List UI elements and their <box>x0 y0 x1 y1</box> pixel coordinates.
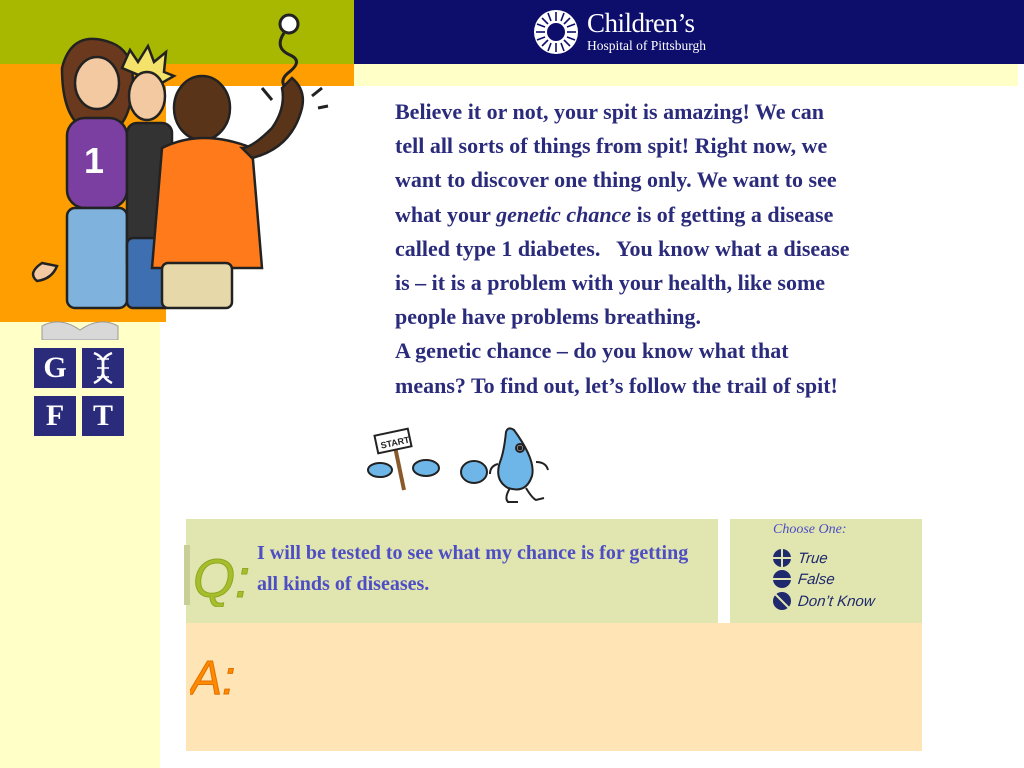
intro-line: means? To find out, let’s follow the trail of spit! <box>395 372 838 398</box>
intro-line: is – it is a problem with your health, like some <box>395 270 826 296</box>
logo-subtitle: Hospital of Pittsburgh <box>587 38 707 53</box>
subheader-bar <box>354 64 1018 86</box>
svg-text:1: 1 <box>84 140 105 181</box>
book-icon <box>40 318 120 340</box>
choice-false-option[interactable] <box>772 569 835 589</box>
spit-drop-icon <box>413 460 439 476</box>
intro-line: Believe it or not, your spit is amazing! We can <box>395 99 824 124</box>
start-sign-icon <box>375 429 412 490</box>
intro-line: people have problems breathing. <box>395 304 701 330</box>
intro-text-segment: is of getting a disease <box>631 201 834 227</box>
spit-trail-illustration[interactable] <box>364 424 560 506</box>
intro-line: tell all sorts of things from spit! Right now, we <box>395 133 828 159</box>
intro-emphasis: genetic chance <box>496 201 632 227</box>
choice-dont-know-label: Don’t Know <box>797 592 876 610</box>
intro-line <box>395 198 995 232</box>
intro-line: A genetic chance – do you know what that <box>395 338 789 364</box>
kids-illustration <box>22 8 342 318</box>
slashed-circle-icon <box>772 591 792 611</box>
question-letter-graphic <box>193 545 251 607</box>
spit-drop-icon <box>461 461 487 483</box>
intro-line: want to discover one thing only. We want to see <box>395 167 837 193</box>
choice-false-label: False <box>797 570 836 588</box>
boy-orange-shirt-figure <box>152 76 303 308</box>
answer-letter-graphic <box>190 650 254 700</box>
spit-mascot-icon <box>490 428 548 502</box>
quartered-circle-icon <box>772 548 792 568</box>
sunburst-icon <box>533 9 579 55</box>
gft-tile-f: F <box>34 396 76 436</box>
choice-dont-know-option[interactable] <box>772 591 875 611</box>
gft-logo <box>34 318 128 440</box>
halved-circle-icon <box>772 569 792 589</box>
answer-letter: A: <box>190 652 236 700</box>
spit-drop-icon <box>368 463 392 477</box>
logo-title: Children’s <box>587 8 695 38</box>
girl-figure <box>33 39 133 308</box>
question-letter: Q: <box>193 549 251 607</box>
choose-one-label: Choose One: <box>773 522 847 537</box>
question-panel-edge <box>184 545 190 605</box>
start-sign-label: START <box>379 434 411 451</box>
gft-tile-dna <box>82 348 124 388</box>
answer-panel[interactable] <box>186 623 922 751</box>
gft-tile-t: T <box>82 396 124 436</box>
hospital-logo <box>533 8 733 56</box>
dna-icon <box>88 351 118 385</box>
gft-tile-g: G <box>34 348 76 388</box>
intro-line: called type 1 diabetes. You know what a disease <box>395 235 850 261</box>
intro-text-segment: what your <box>395 201 497 227</box>
question-text: I will be tested to see what my chance is for getting all kinds of diseases. <box>257 542 689 595</box>
choice-true-label: True <box>797 549 829 567</box>
choice-true-option[interactable] <box>772 548 828 568</box>
intro-paragraph <box>395 95 995 403</box>
